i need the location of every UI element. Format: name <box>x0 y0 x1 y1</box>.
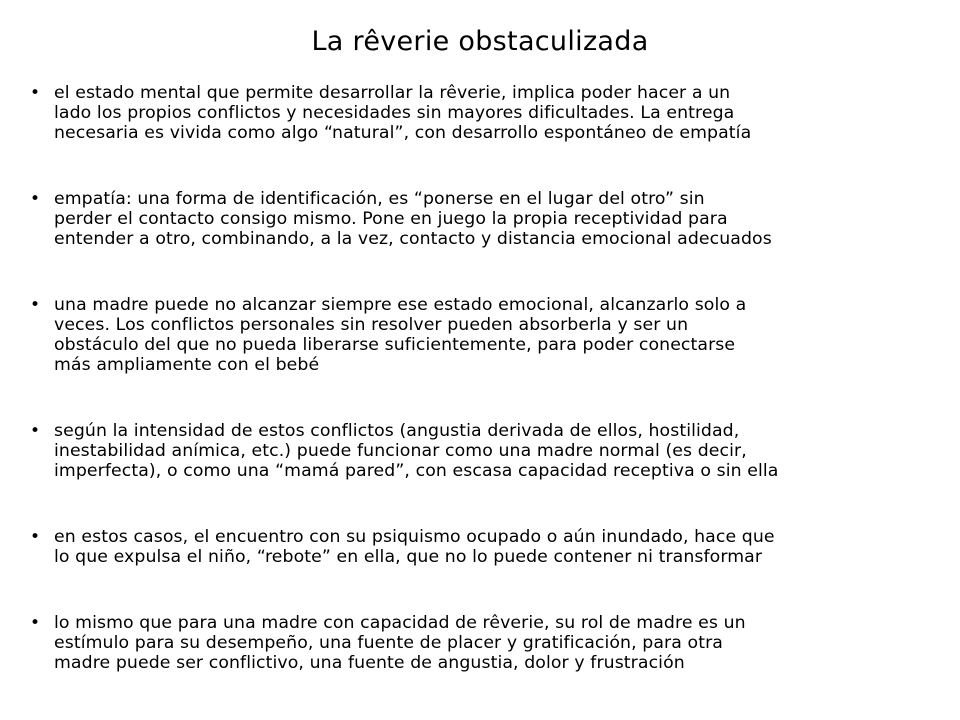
bullet-item-6 <box>30 613 950 673</box>
bullet-text: empatía: una forma de identificación, es “ponerse en el lugar del otro” sin perder el contacto consigo mismo. Pone en juego la propia receptividad para entender a otro, combinando, a la vez, contacto y distancia emocional adecuados <box>54 189 772 249</box>
bullet-marker: • <box>30 189 41 209</box>
bullet-text: una madre puede no alcanzar siempre ese estado emocional, alcanzarlo solo a veces. Los conflictos personales sin resolver pueden absorberla y ser un obstáculo del que no pueda liberarse suficientemente, para poder conectarse más ampliamente con el bebé <box>54 295 747 375</box>
bullet-text: el estado mental que permite desarrollar la rêverie, implica poder hacer a un lado los propios conflictos y necesidades sin mayores dificultades. La entrega necesaria es vivida como algo “natural”, con desarrollo espontáneo de empatía <box>54 83 752 143</box>
slide-title: La rêverie obstaculizada <box>311 26 649 57</box>
bullet-marker: • <box>30 295 41 315</box>
bullet-text: en estos casos, el encuentro con su psiquismo ocupado o aún inundado, hace que lo que expulsa el niño, “rebote” en ella, que no lo puede contener ni transformar <box>54 527 775 567</box>
bullet-item-4 <box>30 421 950 481</box>
bullet-marker: • <box>30 83 41 103</box>
bullet-text: según la intensidad de estos conflictos (angustia derivada de ellos, hostilidad, inestabilidad anímica, etc.) puede funcionar como una madre normal (es decir, imperfecta), o como una “mamá pared”, con escasa capacidad receptiva o sin ella <box>54 421 779 481</box>
bullet-item-2 <box>30 189 950 249</box>
bullet-item-5 <box>30 527 950 567</box>
bullet-marker: • <box>30 527 41 547</box>
bullet-item-3 <box>30 295 950 375</box>
bullet-marker: • <box>30 613 41 633</box>
bullet-list <box>30 83 950 673</box>
bullet-item-1 <box>30 83 950 143</box>
bullet-marker: • <box>30 421 41 441</box>
bullet-text: lo mismo que para una madre con capacidad de rêverie, su rol de madre es un estímulo para su desempeño, una fuente de placer y gratificación, para otra madre puede ser conflictivo, una fuente de angustia, dolor y frustración <box>54 613 746 673</box>
